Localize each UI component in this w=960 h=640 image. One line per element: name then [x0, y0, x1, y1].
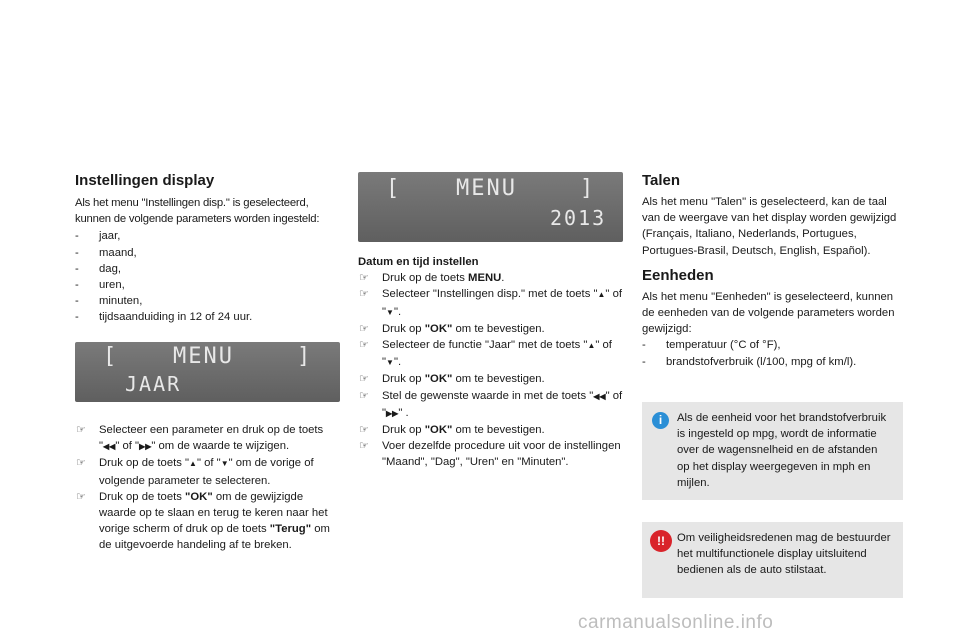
- hand-pointer-icon: ☞: [359, 339, 369, 352]
- list-item: ☞ Druk op "OK" om te bevestigen.: [358, 371, 623, 387]
- hand-pointer-icon: ☞: [76, 490, 86, 503]
- eenheden-text: Als het menu "Eenheden" is geselecteerd, kunnen de eenheden van de volgende parameters worden gewijzigd:: [642, 290, 895, 336]
- talen-text: Als het menu "Talen" is geselecteerd, kan de taal van de weergave van het display worden gewijzigd (Français, Italiano, Nederlands, Portugues, Portugues-Brasil, Deutsch, English, Español).: [642, 196, 897, 257]
- lcd-left-bracket: [: [103, 344, 119, 369]
- list-item: - brandstofverbruik (l/100, mpg of km/l).: [642, 354, 904, 370]
- right-column: [642, 172, 904, 370]
- list-item: ☞ Druk op de toets MENU.: [358, 270, 623, 286]
- hand-pointer-icon: ☞: [76, 457, 86, 470]
- hand-pointer-icon: ☞: [359, 373, 369, 386]
- section-title-display: Instellingen display: [75, 172, 215, 189]
- list-item: ☞ Druk op de toets "OK" om de gewijzigde waarde op te slaan en terug te keren naar het vorige scherm of druk op de toets "Terug" om de uitgevoerde handeling af te breken.: [76, 490, 330, 552]
- list-item: - tijdsaanduiding in 12 of 24 uur.: [75, 309, 340, 325]
- hand-pointer-icon: ☞: [359, 288, 369, 301]
- lcd-menu: MENU: [173, 344, 234, 369]
- hand-pointer-icon: ☞: [359, 424, 369, 437]
- list-item: ☞ Selecteer een parameter en druk op de toets "◀◀" of "▶▶" om de waarde te wijzigen.: [76, 424, 324, 453]
- display-intro: Als het menu "Instellingen disp." is geselecteerd, kunnen de volgende parameters worden ingesteld:: [75, 197, 320, 226]
- list-item: ☞ Druk op "OK" om te bevestigen.: [358, 321, 623, 337]
- hand-pointer-icon: ☞: [76, 424, 86, 436]
- list-item: - jaar,: [75, 228, 340, 244]
- lcd-left-bracket: [: [386, 176, 402, 201]
- hand-pointer-icon: ☞: [359, 272, 369, 285]
- eenheden-list: [642, 337, 904, 369]
- warning-text: Om veiligheidsredenen mag de bestuurder het multifunctionele display uitsluitend bedienen als de auto stilstaat.: [677, 532, 891, 577]
- subtitle-datum-tijd: Datum en tijd instellen: [358, 256, 479, 268]
- middle-column: [358, 254, 623, 471]
- info-icon: i: [652, 412, 669, 429]
- lcd-value: JAAR: [125, 372, 182, 396]
- display-screen-2013: [358, 172, 623, 242]
- hand-pointer-icon: ☞: [359, 389, 369, 402]
- parameter-list: [75, 228, 340, 325]
- warning-icon: !!: [650, 530, 672, 552]
- display-screen-jaar: [75, 342, 340, 402]
- list-item: - dag,: [75, 261, 340, 277]
- list-item: - temperatuur (°C of °F),: [642, 337, 904, 353]
- lcd-right-bracket: ]: [297, 344, 313, 369]
- list-item: - uren,: [75, 277, 340, 293]
- list-item: - minuten,: [75, 293, 340, 309]
- warning-box: [642, 522, 903, 598]
- watermark: carmanualsonline.info: [578, 612, 774, 633]
- list-item: ☞ Druk op "OK" om te bevestigen.: [358, 422, 623, 438]
- list-item: ☞ Selecteer de functie "Jaar" met de toets "▲" of "▼".: [359, 339, 612, 369]
- section-title-eenheden: Eenheden: [642, 266, 714, 284]
- list-item: - maand,: [75, 245, 340, 261]
- info-box: [642, 402, 903, 500]
- lcd-right-bracket: ]: [580, 176, 596, 201]
- lcd-menu: MENU: [456, 176, 517, 201]
- list-item: ☞ Voer dezelfde procedure uit voor de instellingen "Maand", "Dag", "Uren" en "Minuten".: [359, 440, 621, 469]
- info-text: Als de eenheid voor het brandstofverbruik is ingesteld op mpg, wordt de informatie over de wagensnelheid en de afstanden op het display weergegeven in mph en mijlen.: [677, 412, 887, 489]
- hand-pointer-icon: ☞: [359, 322, 369, 335]
- lcd-value: 2013: [550, 206, 607, 230]
- list-item: ☞ Druk op de toets "▲" of "▼" om de vorige of volgende parameter te selecteren.: [76, 457, 314, 487]
- left-steps: [75, 422, 340, 554]
- left-column: [75, 172, 340, 326]
- hand-pointer-icon: ☞: [359, 440, 369, 453]
- section-title-talen: Talen: [642, 172, 681, 189]
- list-item: ☞ Selecteer "Instellingen disp." met de toets "▲" of "▼".: [359, 288, 622, 318]
- list-item: ☞ Stel de gewenste waarde in met de toets "◀◀" of "▶▶" .: [359, 389, 623, 419]
